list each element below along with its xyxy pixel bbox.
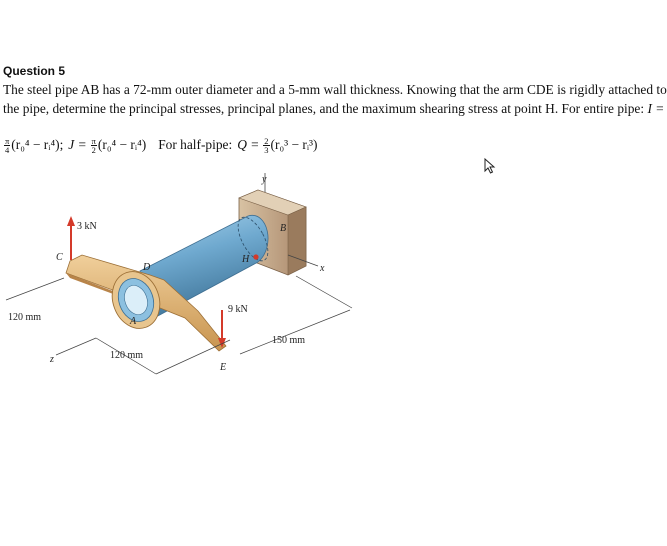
z-axis-line bbox=[56, 338, 96, 355]
fraction-num: π bbox=[5, 135, 10, 146]
fraction-pi-2 bbox=[91, 137, 97, 154]
question-line-1: The steel pipe AB has a 72-mm outer diameter and a 5-mm wall thickness. Knowing that the arm CDE is rigidly attached to bbox=[3, 82, 667, 97]
dimension-line-3 bbox=[240, 310, 350, 354]
fraction-pi-4 bbox=[4, 137, 10, 154]
label-x: x bbox=[320, 263, 325, 274]
fraction-2-3 bbox=[263, 137, 269, 154]
dimension-label-2: 120 mm bbox=[110, 350, 144, 361]
dimension-extension-3 bbox=[296, 276, 352, 308]
fraction-den: 2 bbox=[91, 144, 96, 155]
question-text bbox=[3, 80, 667, 118]
Q-expression: (r₀³ − rᵢ³) bbox=[270, 137, 318, 152]
formula-line bbox=[3, 134, 318, 156]
force-C-arrowhead bbox=[67, 216, 75, 226]
point-H-marker bbox=[253, 254, 258, 259]
dimension-label-1: 120 mm bbox=[8, 312, 42, 323]
I-expression: (r₀⁴ − rᵢ⁴); bbox=[11, 137, 64, 152]
label-H: H bbox=[242, 254, 250, 265]
label-E: E bbox=[220, 362, 227, 373]
fraction-den: 3 bbox=[264, 144, 269, 155]
I-symbol: I = bbox=[647, 101, 665, 116]
fraction-den: 4 bbox=[5, 144, 10, 155]
fraction-num: 2 bbox=[264, 135, 269, 146]
half-pipe-label: For half-pipe: bbox=[158, 137, 233, 152]
question-line-2-text: the pipe, determine the principal stresses, principal planes, and the maximum shearing stress at point H. For entire pipe: bbox=[3, 101, 645, 116]
force-C-label: 3 kN bbox=[77, 221, 97, 232]
dimension-line-2b bbox=[156, 340, 230, 374]
wall-side-face bbox=[288, 207, 306, 275]
question-title: Question 5 bbox=[3, 64, 66, 78]
question-line-2 bbox=[3, 99, 665, 118]
label-D: D bbox=[143, 262, 151, 273]
label-A: A bbox=[130, 316, 137, 327]
fraction-num: π bbox=[91, 135, 96, 146]
J-lhs: J = bbox=[68, 137, 87, 152]
label-z: z bbox=[50, 354, 54, 365]
force-E-label: 9 kN bbox=[228, 304, 248, 315]
label-C: C bbox=[56, 252, 63, 263]
dimension-line-1 bbox=[6, 278, 64, 300]
J-expression: (r₀⁴ − rᵢ⁴) bbox=[97, 137, 147, 152]
pipe-figure bbox=[0, 155, 657, 395]
label-B: B bbox=[280, 223, 287, 234]
label-y: y bbox=[262, 174, 267, 185]
Q-lhs: Q = bbox=[237, 137, 260, 152]
dimension-label-3: 150 mm bbox=[272, 335, 306, 346]
